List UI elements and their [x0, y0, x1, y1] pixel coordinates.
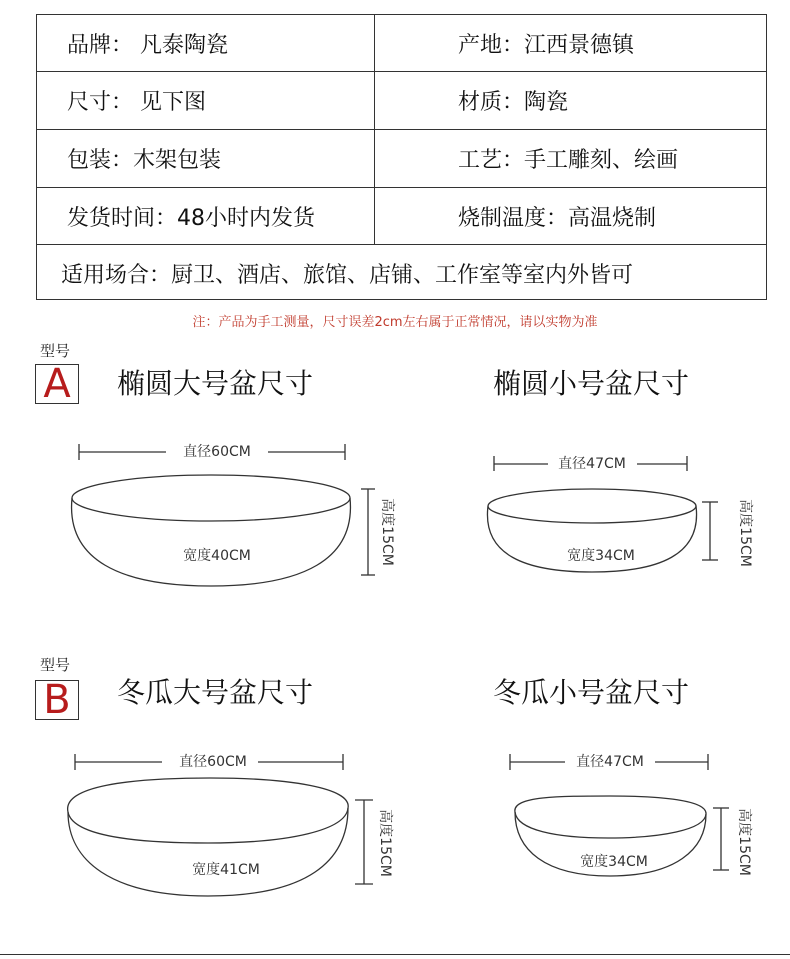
packaging-cell: 包装：木架包装: [37, 130, 375, 187]
shipping-cell: 发货时间：48小时内发货: [37, 188, 375, 244]
firing-cell: 烧制温度：高温烧制: [458, 205, 657, 231]
bottom-rule: [0, 954, 790, 955]
origin-cell: 产地：江西景德镇: [458, 32, 635, 58]
oval-large-basin-drawing: [72, 444, 375, 586]
measurement-note: 注：产品为手工测量，尺寸误差2cm左右属于正常情况，请以实物为准: [192, 315, 598, 330]
wintermelon-small-width-label: 宽度34CM: [580, 854, 648, 870]
model-b-tag: 型号: [40, 656, 71, 674]
wintermelon-large-height-label: 高度15CM: [377, 809, 393, 877]
oval-small-diameter-label: 直径47CM: [558, 456, 626, 472]
brand-cell: 品牌： 凡泰陶瓷: [37, 15, 375, 71]
wintermelon-large-diameter-label: 直径60CM: [179, 754, 247, 770]
wintermelon-large-width-label: 宽度41CM: [192, 862, 260, 878]
oval-small-height-label: 高度15CM: [737, 499, 753, 567]
material-cell: 材质：陶瓷: [458, 90, 569, 115]
wintermelon-large-title: 冬瓜大号盆尺寸: [117, 676, 314, 709]
model-a-letter: A: [35, 364, 79, 404]
oval-large-title: 椭圆大号盆尺寸: [117, 367, 314, 400]
model-a-tag: 型号: [40, 342, 71, 360]
oval-large-height-label: 高度15CM: [379, 498, 395, 566]
oval-large-width-label: 宽度40CM: [183, 548, 251, 564]
usage-cell: 适用场合：厨卫、酒店、旅馆、店铺、工作室等室内外皆可: [61, 262, 634, 288]
oval-large-diameter-label: 直径60CM: [183, 444, 251, 460]
wintermelon-small-diameter-label: 直径47CM: [576, 754, 644, 770]
wintermelon-small-height-label: 高度15CM: [736, 808, 752, 876]
wintermelon-small-title: 冬瓜小号盆尺寸: [493, 676, 690, 709]
size-cell: 尺寸： 见下图: [37, 72, 375, 129]
oval-small-width-label: 宽度34CM: [567, 548, 635, 564]
model-b-letter: B: [35, 680, 79, 720]
oval-small-title: 椭圆小号盆尺寸: [493, 367, 690, 400]
craft-cell: 工艺：手工雕刻、绘画: [458, 148, 679, 173]
